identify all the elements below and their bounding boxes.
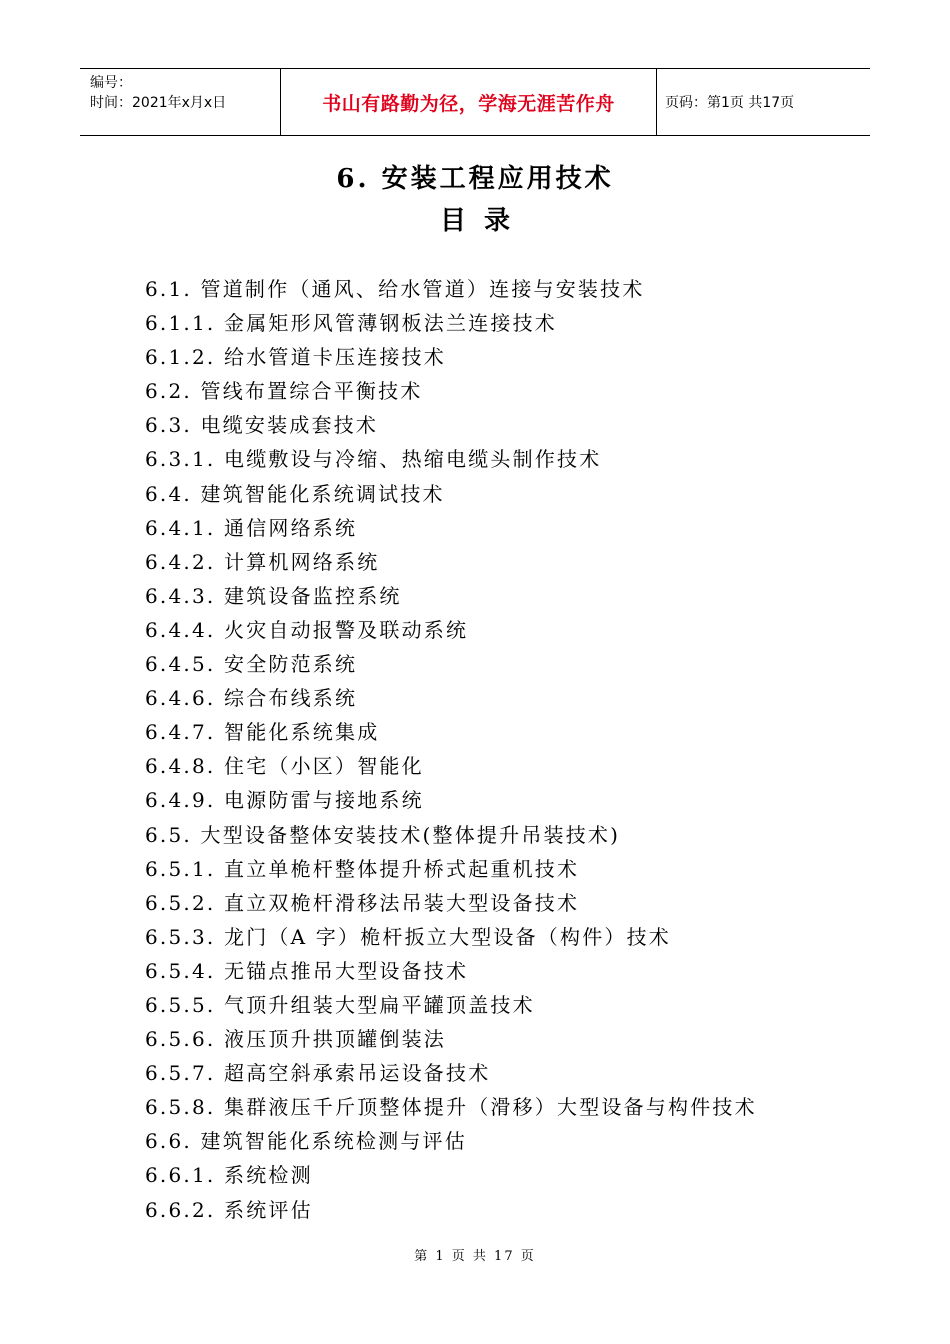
toc-item: 6.4.1. 通信网络系统: [145, 515, 358, 540]
toc-item: 6.5.5. 气顶升组装大型扁平罐顶盖技术: [145, 992, 535, 1017]
toc-item: 6.4.7. 智能化系统集成: [145, 720, 380, 745]
toc-item: 6.4.3. 建筑设备监控系统: [145, 583, 402, 608]
page-footer: 第 1 页 共 17 页: [414, 1249, 536, 1264]
toc-item: 6.1.2. 给水管道卡压连接技术: [145, 345, 447, 370]
toc-item: 6.5.7. 超高空斜承索吊运设备技术: [145, 1061, 491, 1086]
toc-item: 6.5. 大型设备整体安装技术(整体提升吊装技术): [145, 822, 621, 847]
toc-item: 6.6.2. 系统评估: [145, 1197, 313, 1222]
header-motto: 书山有路勤为径，学海无涯苦作舟: [280, 69, 657, 135]
page-header: [80, 68, 870, 136]
toc-item: 6.5.3. 龙门（A 字）桅杆扳立大型设备（构件）技术: [145, 924, 672, 949]
toc-item: 6.5.8. 集群液压千斤顶整体提升（滑移）大型设备与构件技术: [145, 1095, 757, 1120]
toc-item: 6.5.4. 无锚点推吊大型设备技术: [145, 958, 469, 983]
toc-item: 6.4. 建筑智能化系统调试技术: [145, 481, 445, 506]
toc-item: 6.6.1. 系统检测: [145, 1163, 313, 1188]
toc-item: 6.3.1. 电缆敷设与冷缩、热缩电缆头制作技术: [145, 447, 602, 472]
header-meta: [80, 69, 280, 135]
toc-item: 6.4.2. 计算机网络系统: [145, 549, 380, 574]
toc-item: 6.5.2. 直立双桅杆滑移法吊装大型设备技术: [145, 890, 580, 915]
toc-item: 6.4.6. 综合布线系统: [145, 686, 358, 711]
toc-item: 6.5.1. 直立单桅杆整体提升桥式起重机技术: [145, 856, 580, 881]
document-title: 6. 安装工程应用技术: [336, 164, 614, 194]
toc-item: 6.2. 管线布置综合平衡技术: [145, 379, 423, 404]
header-time-label: 时间：2021年x月x日: [90, 95, 227, 111]
header-page-info: 页码：第1页 共17页: [665, 95, 795, 111]
toc-item: 6.1. 管道制作（通风、给水管道）连接与安装技术: [145, 277, 645, 301]
toc-heading: 目 录: [439, 206, 511, 236]
toc-item: 6.3. 电缆安装成套技术: [145, 413, 379, 438]
toc-item: 6.1.1. 金属矩形风管薄钢板法兰连接技术: [145, 311, 558, 336]
toc-item: 6.4.4. 火灾自动报警及联动系统: [145, 617, 469, 642]
toc-item: 6.4.8. 住宅（小区）智能化: [145, 754, 424, 779]
toc-item: 6.4.9. 电源防雷与接地系统: [145, 788, 424, 813]
toc-item: 6.4.5. 安全防范系统: [145, 652, 358, 677]
table-of-contents: [145, 272, 757, 1227]
toc-item: 6.6. 建筑智能化系统检测与评估: [145, 1129, 467, 1154]
toc-item: 6.5.6. 液压顶升拱顶罐倒装法: [145, 1027, 447, 1052]
header-number-label: 编号：: [90, 75, 132, 91]
